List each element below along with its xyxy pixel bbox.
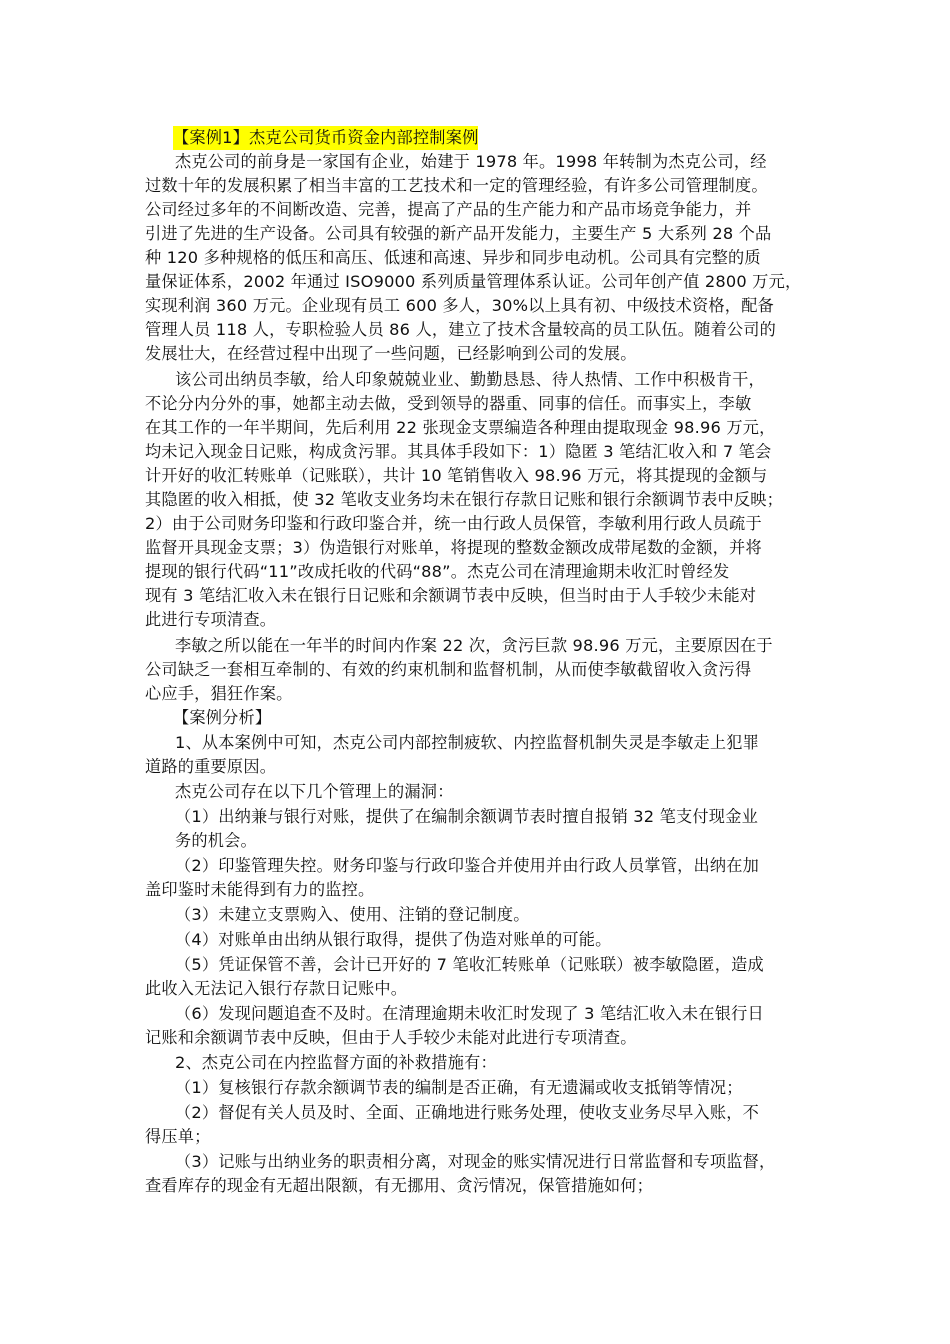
list-item: （4）对账单由出纳从银行取得，提供了伪造对账单的可能。 bbox=[175, 930, 612, 949]
paragraph-line: 实现利润 360 万元。企业现有员工 600 多人，30%以上具有初、中级技术资格，配备 bbox=[145, 296, 774, 315]
list-item: 查看库存的现金有无超出限额，有无挪用、贪污情况，保管措施如何； bbox=[145, 1176, 654, 1195]
list-item: 得压单； bbox=[145, 1127, 211, 1146]
paragraph-line: 心应手，猖狂作案。 bbox=[145, 684, 293, 703]
paragraph-line: 杰克公司的前身是一家国有企业，始建于 1978 年。1998 年转制为杰克公司，经 bbox=[175, 152, 767, 171]
paragraph-line: 提现的银行代码“11”改成托收的代码“88”。杰克公司在清理逾期未收汇时曾经发 bbox=[145, 562, 730, 581]
paragraph-line: 计开好的收汇转账单（记账联），共计 10 笔销售收入 98.96 万元，将其提现的金额与 bbox=[145, 466, 768, 485]
paragraph-line: 此进行专项清查。 bbox=[145, 610, 277, 629]
paragraph-line: 其隐匿的收入相抵，使 32 笔收支业务均未在银行存款日记账和银行余额调节表中反映； bbox=[145, 490, 784, 509]
list-item: （6）发现问题追查不及时。在清理逾期未收汇时发现了 3 笔结汇收入未在银行日 bbox=[175, 1004, 764, 1023]
paragraph-line: 过数十年的发展积累了相当丰富的工艺技术和一定的管理经验，有许多公司管理制度。 bbox=[145, 176, 768, 195]
paragraph-line: 在其工作的一年半期间，先后利用 22 张现金支票编造各种理由提取现金 98.96 万元， bbox=[145, 418, 776, 437]
section-heading: 【案例分析】 bbox=[173, 708, 272, 727]
paragraph-line: 2）由于公司财务印鉴和行政印鉴合并，统一由行政人员保管，李敏利用行政人员疏于 bbox=[145, 514, 762, 533]
paragraph-line: 该公司出纳员李敏，给人印象兢兢业业、勤勤恳恳、待人热情、工作中积极肯干， bbox=[175, 370, 765, 389]
list-item: （3）记账与出纳业务的职责相分离，对现金的账实情况进行日常监督和专项监督， bbox=[175, 1152, 776, 1171]
list-item: （2）督促有关人员及时、全面、正确地进行账务处理，使收支业务尽早入账，不 bbox=[175, 1103, 760, 1122]
list-item: （1）复核银行存款余额调节表的编制是否正确，有无遗漏或收支抵销等情况； bbox=[175, 1078, 743, 1097]
paragraph-line: 道路的重要原因。 bbox=[145, 757, 277, 776]
list-item: （5）凭证保管不善，会计已开好的 7 笔收汇转账单（记账联）被李敏隐匿，造成 bbox=[175, 955, 764, 974]
paragraph-line: 2、杰克公司在内控监督方面的补救措施有： bbox=[175, 1053, 497, 1072]
paragraph-line: 1、从本案例中可知，杰克公司内部控制疲软、内控监督机制失灵是李敏走上犯罪 bbox=[175, 733, 760, 752]
paragraph-line: 均未记入现金日记账，构成贪污罪。其具体手段如下：1）隐匿 3 笔结汇收入和 7 笔会 bbox=[145, 442, 772, 461]
list-item: 此收入无法记入银行存款日记账中。 bbox=[145, 979, 408, 998]
paragraph-line: 公司经过多年的不间断改造、完善，提高了产品的生产能力和产品市场竞争能力，并 bbox=[145, 200, 752, 219]
list-item: 记账和余额调节表中反映，但由于人手较少未能对此进行专项清查。 bbox=[145, 1028, 637, 1047]
paragraph-line: 不论分内分外的事，她都主动去做，受到领导的器重、同事的信任。而事实上，李敏 bbox=[145, 394, 752, 413]
paragraph-line: 管理人员 118 人，专职检验人员 86 人，建立了技术含量较高的员工队伍。随着公司的 bbox=[145, 320, 777, 339]
paragraph-line: 量保证体系，2002 年通过 ISO9000 系列质量管理体系认证。公司年创产值 2800 万元， bbox=[145, 272, 802, 291]
paragraph-line: 种 120 多种规格的低压和高压、低速和高速、异步和同步电动机。公司具有完整的质 bbox=[145, 248, 761, 267]
list-item: 务的机会。 bbox=[175, 831, 257, 850]
list-item: 盖印鉴时未能得到有力的监控。 bbox=[145, 880, 375, 899]
paragraph-line: 发展壮大，在经营过程中出现了一些问题，已经影响到公司的发展。 bbox=[145, 344, 637, 363]
paragraph-line: 监督开具现金支票；3）伪造银行对账单，将提现的整数金额改成带尾数的金额，并将 bbox=[145, 538, 762, 557]
paragraph-line: 引进了先进的生产设备。公司具有较强的新产品开发能力，主要生产 5 大系列 28 个品 bbox=[145, 224, 772, 243]
list-item: （2）印鉴管理失控。财务印鉴与行政印鉴合并使用并由行政人员掌管，出纳在加 bbox=[175, 856, 760, 875]
paragraph-line: 杰克公司存在以下几个管理上的漏洞： bbox=[175, 782, 454, 801]
paragraph-line: 现有 3 笔结汇收入未在银行日记账和余额调节表中反映，但当时由于人手较少未能对 bbox=[145, 586, 757, 605]
list-item: （3）未建立支票购入、使用、注销的登记制度。 bbox=[175, 905, 530, 924]
paragraph-line: 李敏之所以能在一年半的时间内作案 22 次，贪污巨款 98.96 万元，主要原因在于 bbox=[175, 636, 773, 655]
case-title: 【案例1】杰克公司货币资金内部控制案例 bbox=[173, 126, 478, 150]
paragraph-line: 公司缺乏一套相互牵制的、有效的约束机制和监督机制，从而使李敏截留收入贪污得 bbox=[145, 660, 752, 679]
list-item: （1）出纳兼与银行对账，提供了在编制余额调节表时擅自报销 32 笔支付现金业 bbox=[175, 807, 758, 826]
